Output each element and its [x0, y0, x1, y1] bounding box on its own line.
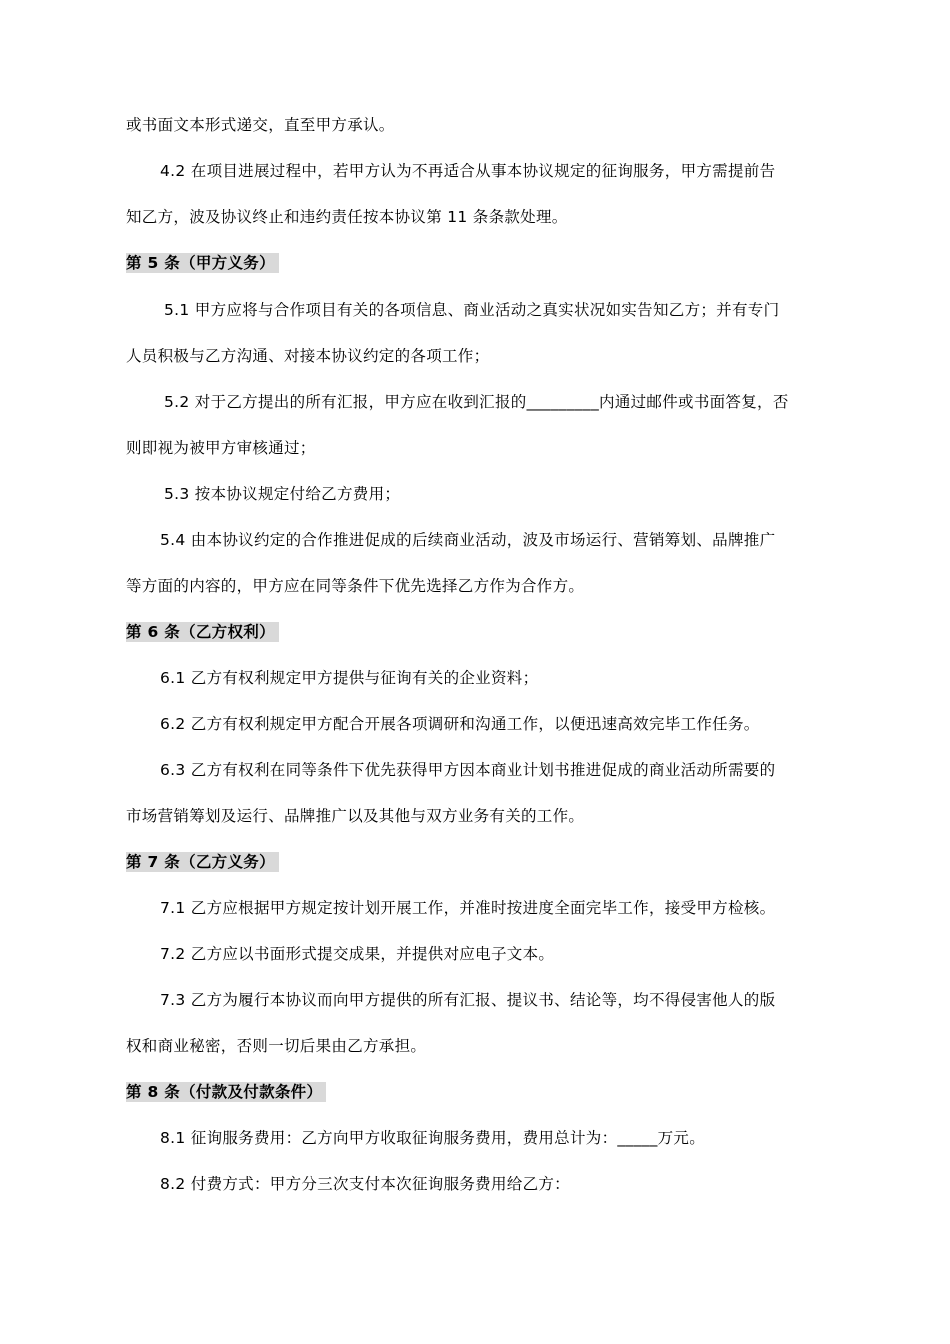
paragraph-line: 5.3 按本协议规定付给乙方费用；: [164, 485, 401, 503]
paragraph-line: 5.2 对于乙方提出的所有汇报，甲方应在收到汇报的_________内通过邮件或书面答复，否: [164, 393, 789, 411]
paragraph-line: 8.1 征询服务费用：乙方向甲方收取征询服务费用，费用总计为：_____万元。: [160, 1129, 706, 1147]
paragraph-line: 等方面的内容的，甲方应在同等条件下优先选择乙方作为合作方。: [126, 577, 585, 595]
paragraph-line: 或书面文本形式递交，直至甲方承认。: [126, 116, 395, 134]
paragraph-line: 6.3 乙方有权利在同等条件下优先获得甲方因本商业计划书推进促成的商业活动所需要的: [160, 761, 776, 779]
section-heading-6: 第 6 条（乙方权利）: [126, 622, 279, 642]
paragraph-line: 5.1 甲方应将与合作项目有关的各项信息、商业活动之真实状况如实告知乙方；并有专门: [164, 301, 780, 319]
paragraph-line: 市场营销筹划及运行、品牌推广以及其他与双方业务有关的工作。: [126, 807, 585, 825]
paragraph-line: 4.2 在项目进展过程中，若甲方认为不再适合从事本协议规定的征询服务，甲方需提前告: [160, 162, 776, 180]
section-heading-7: 第 7 条（乙方义务）: [126, 852, 279, 872]
paragraph-line: 则即视为被甲方审核通过；: [126, 439, 316, 457]
paragraph-line: 5.4 由本协议约定的合作推进促成的后续商业活动，波及市场运行、营销筹划、品牌推广: [160, 531, 776, 549]
paragraph-line: 人员积极与乙方沟通、对接本协议约定的各项工作；: [126, 347, 490, 365]
section-heading-8: 第 8 条（付款及付款条件）: [126, 1082, 326, 1102]
paragraph-line: 6.2 乙方有权利规定甲方配合开展各项调研和沟通工作，以便迅速高效完毕工作任务。: [160, 715, 760, 733]
paragraph-line: 权和商业秘密，否则一切后果由乙方承担。: [126, 1037, 427, 1055]
paragraph-line: 6.1 乙方有权利规定甲方提供与征询有关的企业资料；: [160, 669, 539, 687]
paragraph-line: 8.2 付费方式：甲方分三次支付本次征询服务费用给乙方：: [160, 1175, 570, 1193]
paragraph-line: 7.3 乙方为履行本协议而向甲方提供的所有汇报、提议书、结论等，均不得侵害他人的版: [160, 991, 776, 1009]
section-heading-5: 第 5 条（甲方义务）: [126, 253, 279, 273]
paragraph-line: 知乙方，波及协议终止和违约责任按本协议第 11 条条款处理。: [126, 208, 568, 226]
paragraph-line: 7.1 乙方应根据甲方规定按计划开展工作，并准时按进度全面完毕工作，接受甲方检核。: [160, 899, 776, 917]
paragraph-line: 7.2 乙方应以书面形式提交成果，并提供对应电子文本。: [160, 945, 555, 963]
